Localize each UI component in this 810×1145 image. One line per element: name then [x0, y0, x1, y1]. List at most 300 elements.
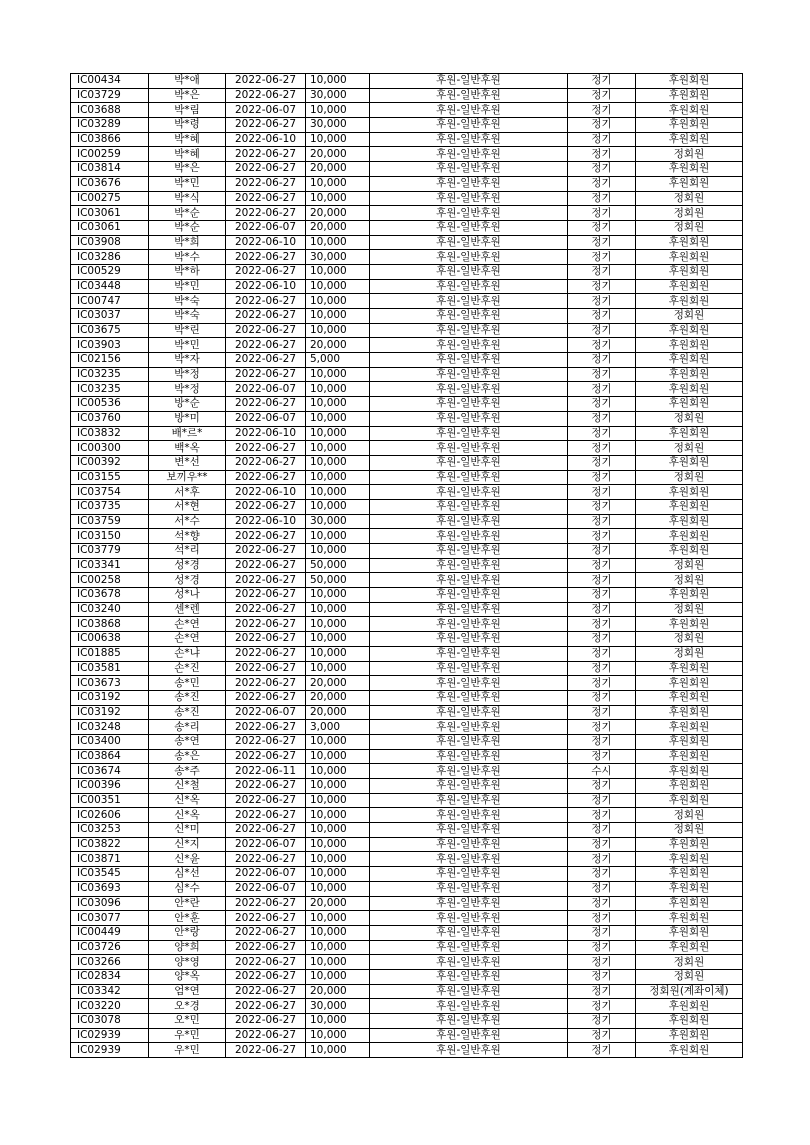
amount-cell: 10,000 — [306, 235, 370, 250]
member-id-cell: IC03155 — [71, 470, 149, 485]
member-id-cell: IC03286 — [71, 250, 149, 265]
type-cell: 정기 — [568, 661, 636, 676]
category-cell: 후원-일반후원 — [370, 367, 568, 382]
membership-cell: 후원회원 — [636, 279, 743, 294]
date-cell: 2022-06-27 — [226, 191, 306, 206]
amount-cell: 20,000 — [306, 220, 370, 235]
category-cell: 후원-일반후원 — [370, 602, 568, 617]
type-cell: 정기 — [568, 176, 636, 191]
member-name-cell: 성*경 — [149, 573, 226, 588]
category-cell: 후원-일반후원 — [370, 426, 568, 441]
category-cell: 후원-일반후원 — [370, 294, 568, 309]
table-row — [71, 925, 743, 940]
table-row — [71, 632, 743, 647]
table-row — [71, 734, 743, 749]
member-name-cell: 양*영 — [149, 955, 226, 970]
member-name-cell: 양*희 — [149, 940, 226, 955]
membership-cell: 후원회원 — [636, 617, 743, 632]
category-cell: 후원-일반후원 — [370, 485, 568, 500]
member-id-cell: IC03903 — [71, 338, 149, 353]
amount-cell: 30,000 — [306, 250, 370, 265]
category-cell: 후원-일반후원 — [370, 999, 568, 1014]
member-id-cell: IC03150 — [71, 529, 149, 544]
member-id-cell: IC03240 — [71, 602, 149, 617]
table-row — [71, 294, 743, 309]
member-id-cell: IC03688 — [71, 103, 149, 118]
amount-cell: 10,000 — [306, 1028, 370, 1043]
member-id-cell: IC03235 — [71, 382, 149, 397]
member-id-cell: IC03822 — [71, 837, 149, 852]
member-name-cell: 신*옥 — [149, 808, 226, 823]
table-row — [71, 984, 743, 999]
date-cell: 2022-06-27 — [226, 588, 306, 603]
amount-cell: 10,000 — [306, 382, 370, 397]
membership-cell: 후원회원 — [636, 294, 743, 309]
member-id-cell: IC03754 — [71, 485, 149, 500]
membership-cell: 정회원 — [636, 206, 743, 221]
member-name-cell: 박*수 — [149, 250, 226, 265]
membership-cell: 후원회원 — [636, 837, 743, 852]
type-cell: 정기 — [568, 690, 636, 705]
member-id-cell: IC03814 — [71, 162, 149, 177]
amount-cell: 10,000 — [306, 367, 370, 382]
amount-cell: 10,000 — [306, 411, 370, 426]
table-row — [71, 911, 743, 926]
category-cell: 후원-일반후원 — [370, 779, 568, 794]
table-row — [71, 999, 743, 1014]
table-row — [71, 103, 743, 118]
amount-cell: 30,000 — [306, 88, 370, 103]
amount-cell: 20,000 — [306, 705, 370, 720]
date-cell: 2022-06-27 — [226, 206, 306, 221]
membership-cell: 후원회원 — [636, 852, 743, 867]
amount-cell: 10,000 — [306, 74, 370, 89]
date-cell: 2022-06-27 — [226, 602, 306, 617]
member-name-cell: 신*미 — [149, 823, 226, 838]
table-row — [71, 896, 743, 911]
type-cell: 정기 — [568, 250, 636, 265]
membership-cell: 정회원 — [636, 411, 743, 426]
member-name-cell: 심*수 — [149, 881, 226, 896]
membership-cell: 정회원 — [636, 602, 743, 617]
member-id-cell: IC00536 — [71, 397, 149, 412]
category-cell: 후원-일반후원 — [370, 162, 568, 177]
date-cell: 2022-06-27 — [226, 397, 306, 412]
member-id-cell: IC03037 — [71, 309, 149, 324]
category-cell: 후원-일반후원 — [370, 132, 568, 147]
member-name-cell: 안*랑 — [149, 925, 226, 940]
date-cell: 2022-06-27 — [226, 661, 306, 676]
type-cell: 정기 — [568, 118, 636, 133]
type-cell: 정기 — [568, 206, 636, 221]
amount-cell: 10,000 — [306, 279, 370, 294]
member-id-cell: IC02606 — [71, 808, 149, 823]
table-row — [71, 74, 743, 89]
table-row — [71, 206, 743, 221]
membership-cell: 후원회원 — [636, 588, 743, 603]
member-name-cell: 박*숙 — [149, 294, 226, 309]
type-cell: 정기 — [568, 1028, 636, 1043]
date-cell: 2022-06-27 — [226, 367, 306, 382]
membership-cell: 후원회원 — [636, 353, 743, 368]
table-row — [71, 852, 743, 867]
membership-cell: 후원회원 — [636, 426, 743, 441]
member-name-cell: 서*후 — [149, 485, 226, 500]
type-cell: 정기 — [568, 852, 636, 867]
member-id-cell: IC03759 — [71, 514, 149, 529]
category-cell: 후원-일반후원 — [370, 514, 568, 529]
member-name-cell: 안*란 — [149, 896, 226, 911]
table-row — [71, 676, 743, 691]
category-cell: 후원-일반후원 — [370, 749, 568, 764]
type-cell: 정기 — [568, 808, 636, 823]
date-cell: 2022-06-27 — [226, 940, 306, 955]
member-name-cell: 송*주 — [149, 764, 226, 779]
member-id-cell: IC03061 — [71, 220, 149, 235]
member-name-cell: 박*순 — [149, 206, 226, 221]
member-name-cell: 신*철 — [149, 779, 226, 794]
category-cell: 후원-일반후원 — [370, 617, 568, 632]
date-cell: 2022-06-10 — [226, 132, 306, 147]
amount-cell: 3,000 — [306, 720, 370, 735]
type-cell: 정기 — [568, 646, 636, 661]
date-cell: 2022-06-27 — [226, 823, 306, 838]
type-cell: 정기 — [568, 867, 636, 882]
date-cell: 2022-06-27 — [226, 323, 306, 338]
category-cell: 후원-일반후원 — [370, 690, 568, 705]
member-id-cell: IC03760 — [71, 411, 149, 426]
member-id-cell: IC03220 — [71, 999, 149, 1014]
membership-cell: 후원회원 — [636, 338, 743, 353]
table-row — [71, 1014, 743, 1029]
date-cell: 2022-06-27 — [226, 470, 306, 485]
donation-table-container — [70, 73, 743, 1058]
date-cell: 2022-06-27 — [226, 808, 306, 823]
type-cell: 정기 — [568, 514, 636, 529]
category-cell: 후원-일반후원 — [370, 74, 568, 89]
category-cell: 후원-일반후원 — [370, 220, 568, 235]
type-cell: 정기 — [568, 734, 636, 749]
member-id-cell: IC03871 — [71, 852, 149, 867]
date-cell: 2022-06-27 — [226, 162, 306, 177]
membership-cell: 후원회원 — [636, 779, 743, 794]
category-cell: 후원-일반후원 — [370, 661, 568, 676]
category-cell: 후원-일반후원 — [370, 720, 568, 735]
category-cell: 후원-일반후원 — [370, 118, 568, 133]
membership-cell: 후원회원 — [636, 705, 743, 720]
membership-cell: 후원회원 — [636, 118, 743, 133]
category-cell: 후원-일반후원 — [370, 382, 568, 397]
table-row — [71, 617, 743, 632]
type-cell: 정기 — [568, 984, 636, 999]
member-name-cell: 박*림 — [149, 103, 226, 118]
date-cell: 2022-06-27 — [226, 338, 306, 353]
category-cell: 후원-일반후원 — [370, 397, 568, 412]
type-cell: 정기 — [568, 147, 636, 162]
type-cell: 정기 — [568, 925, 636, 940]
table-row — [71, 499, 743, 514]
member-name-cell: 박*린 — [149, 323, 226, 338]
table-body — [71, 74, 743, 1058]
date-cell: 2022-06-27 — [226, 118, 306, 133]
member-id-cell: IC00396 — [71, 779, 149, 794]
table-row — [71, 367, 743, 382]
amount-cell: 10,000 — [306, 191, 370, 206]
table-row — [71, 779, 743, 794]
type-cell: 정기 — [568, 588, 636, 603]
amount-cell: 10,000 — [306, 441, 370, 456]
table-row — [71, 176, 743, 191]
membership-cell: 후원회원 — [636, 867, 743, 882]
category-cell: 후원-일반후원 — [370, 411, 568, 426]
amount-cell: 10,000 — [306, 867, 370, 882]
membership-cell: 후원회원 — [636, 74, 743, 89]
member-name-cell: 박*은 — [149, 162, 226, 177]
table-row — [71, 411, 743, 426]
date-cell: 2022-06-27 — [226, 911, 306, 926]
membership-cell: 후원회원 — [636, 690, 743, 705]
date-cell: 2022-06-10 — [226, 279, 306, 294]
category-cell: 후원-일반후원 — [370, 1028, 568, 1043]
amount-cell: 10,000 — [306, 793, 370, 808]
member-name-cell: 손*연 — [149, 617, 226, 632]
category-cell: 후원-일반후원 — [370, 441, 568, 456]
member-name-cell: 박*민 — [149, 176, 226, 191]
type-cell: 정기 — [568, 911, 636, 926]
member-id-cell: IC03832 — [71, 426, 149, 441]
member-name-cell: 박*민 — [149, 338, 226, 353]
member-id-cell: IC02939 — [71, 1043, 149, 1058]
table-row — [71, 338, 743, 353]
amount-cell: 50,000 — [306, 573, 370, 588]
date-cell: 2022-06-27 — [226, 690, 306, 705]
type-cell: 정기 — [568, 720, 636, 735]
category-cell: 후원-일반후원 — [370, 896, 568, 911]
amount-cell: 10,000 — [306, 940, 370, 955]
category-cell: 후원-일반후원 — [370, 646, 568, 661]
category-cell: 후원-일반후원 — [370, 191, 568, 206]
category-cell: 후원-일반후원 — [370, 632, 568, 647]
member-name-cell: 방*미 — [149, 411, 226, 426]
membership-cell: 정회원 — [636, 969, 743, 984]
membership-cell: 후원회원 — [636, 793, 743, 808]
member-id-cell: IC03673 — [71, 676, 149, 691]
type-cell: 정기 — [568, 499, 636, 514]
membership-cell: 후원회원 — [636, 132, 743, 147]
category-cell: 후원-일반후원 — [370, 338, 568, 353]
member-id-cell: IC03289 — [71, 118, 149, 133]
member-name-cell: 손*냐 — [149, 646, 226, 661]
member-name-cell: 센*렌 — [149, 602, 226, 617]
membership-cell: 후원회원 — [636, 397, 743, 412]
table-row — [71, 881, 743, 896]
amount-cell: 10,000 — [306, 485, 370, 500]
type-cell: 정기 — [568, 294, 636, 309]
type-cell: 정기 — [568, 602, 636, 617]
table-row — [71, 837, 743, 852]
table-row — [71, 1043, 743, 1058]
table-row — [71, 705, 743, 720]
member-id-cell: IC03078 — [71, 1014, 149, 1029]
category-cell: 후원-일반후원 — [370, 309, 568, 324]
date-cell: 2022-06-27 — [226, 1028, 306, 1043]
amount-cell: 10,000 — [306, 309, 370, 324]
membership-cell: 정회원 — [636, 220, 743, 235]
member-name-cell: 박*희 — [149, 235, 226, 250]
membership-cell: 후원회원 — [636, 676, 743, 691]
date-cell: 2022-06-27 — [226, 676, 306, 691]
amount-cell: 30,000 — [306, 118, 370, 133]
category-cell: 후원-일반후원 — [370, 544, 568, 559]
membership-cell: 후원회원 — [636, 455, 743, 470]
date-cell: 2022-06-27 — [226, 353, 306, 368]
table-row — [71, 264, 743, 279]
date-cell: 2022-06-27 — [226, 264, 306, 279]
date-cell: 2022-06-07 — [226, 382, 306, 397]
date-cell: 2022-06-27 — [226, 999, 306, 1014]
member-id-cell: IC01885 — [71, 646, 149, 661]
membership-cell: 정회원 — [636, 573, 743, 588]
type-cell: 정기 — [568, 162, 636, 177]
date-cell: 2022-06-27 — [226, 779, 306, 794]
date-cell: 2022-06-07 — [226, 103, 306, 118]
date-cell: 2022-06-27 — [226, 455, 306, 470]
date-cell: 2022-06-27 — [226, 294, 306, 309]
type-cell: 정기 — [568, 74, 636, 89]
table-row — [71, 441, 743, 456]
type-cell: 정기 — [568, 220, 636, 235]
member-id-cell: IC03448 — [71, 279, 149, 294]
member-name-cell: 박*숙 — [149, 309, 226, 324]
membership-cell: 정회원 — [636, 646, 743, 661]
member-id-cell: IC00638 — [71, 632, 149, 647]
amount-cell: 10,000 — [306, 1043, 370, 1058]
membership-cell: 후원회원 — [636, 1043, 743, 1058]
category-cell: 후원-일반후원 — [370, 911, 568, 926]
type-cell: 정기 — [568, 749, 636, 764]
amount-cell: 10,000 — [306, 588, 370, 603]
member-name-cell: 송*진 — [149, 690, 226, 705]
date-cell: 2022-06-27 — [226, 529, 306, 544]
type-cell: 정기 — [568, 426, 636, 441]
membership-cell: 후원회원 — [636, 485, 743, 500]
category-cell: 후원-일반후원 — [370, 969, 568, 984]
member-id-cell: IC03581 — [71, 661, 149, 676]
member-name-cell: 신*지 — [149, 837, 226, 852]
type-cell: 정기 — [568, 544, 636, 559]
date-cell: 2022-06-07 — [226, 881, 306, 896]
type-cell: 정기 — [568, 793, 636, 808]
membership-cell: 후원회원 — [636, 720, 743, 735]
date-cell: 2022-06-07 — [226, 411, 306, 426]
category-cell: 후원-일반후원 — [370, 323, 568, 338]
table-row — [71, 455, 743, 470]
date-cell: 2022-06-27 — [226, 250, 306, 265]
category-cell: 후원-일반후원 — [370, 279, 568, 294]
membership-cell: 정회원 — [636, 309, 743, 324]
amount-cell: 10,000 — [306, 529, 370, 544]
table-row — [71, 544, 743, 559]
category-cell: 후원-일반후원 — [370, 573, 568, 588]
amount-cell: 10,000 — [306, 925, 370, 940]
member-id-cell: IC03342 — [71, 984, 149, 999]
member-name-cell: 서*수 — [149, 514, 226, 529]
member-id-cell: IC03908 — [71, 235, 149, 250]
member-id-cell: IC03866 — [71, 132, 149, 147]
amount-cell: 10,000 — [306, 852, 370, 867]
membership-cell: 후원회원 — [636, 88, 743, 103]
member-id-cell: IC02939 — [71, 1028, 149, 1043]
amount-cell: 10,000 — [306, 294, 370, 309]
table-row — [71, 529, 743, 544]
category-cell: 후원-일반후원 — [370, 176, 568, 191]
type-cell: 정기 — [568, 573, 636, 588]
category-cell: 후원-일반후원 — [370, 837, 568, 852]
type-cell: 정기 — [568, 397, 636, 412]
member-id-cell: IC03726 — [71, 940, 149, 955]
amount-cell: 10,000 — [306, 661, 370, 676]
membership-cell: 정회원 — [636, 823, 743, 838]
member-name-cell: 박*민 — [149, 279, 226, 294]
category-cell: 후원-일반후원 — [370, 353, 568, 368]
member-name-cell: 보끼우** — [149, 470, 226, 485]
membership-cell: 후원회원 — [636, 1028, 743, 1043]
member-id-cell: IC00449 — [71, 925, 149, 940]
date-cell: 2022-06-27 — [226, 309, 306, 324]
date-cell: 2022-06-10 — [226, 426, 306, 441]
type-cell: 정기 — [568, 235, 636, 250]
member-name-cell: 송*은 — [149, 749, 226, 764]
member-name-cell: 박*애 — [149, 74, 226, 89]
member-name-cell: 성*경 — [149, 558, 226, 573]
category-cell: 후원-일반후원 — [370, 88, 568, 103]
date-cell: 2022-06-27 — [226, 544, 306, 559]
table-row — [71, 646, 743, 661]
amount-cell: 10,000 — [306, 264, 370, 279]
amount-cell: 10,000 — [306, 470, 370, 485]
membership-cell: 정회원 — [636, 632, 743, 647]
membership-cell: 정회원 — [636, 808, 743, 823]
amount-cell: 20,000 — [306, 338, 370, 353]
table-row — [71, 485, 743, 500]
type-cell: 정기 — [568, 103, 636, 118]
member-id-cell: IC03674 — [71, 764, 149, 779]
category-cell: 후원-일반후원 — [370, 676, 568, 691]
table-row — [71, 118, 743, 133]
member-name-cell: 송*진 — [149, 705, 226, 720]
table-row — [71, 588, 743, 603]
type-cell: 정기 — [568, 558, 636, 573]
date-cell: 2022-06-07 — [226, 220, 306, 235]
membership-cell: 후원회원 — [636, 176, 743, 191]
category-cell: 후원-일반후원 — [370, 705, 568, 720]
member-id-cell: IC03341 — [71, 558, 149, 573]
type-cell: 정기 — [568, 632, 636, 647]
category-cell: 후원-일반후원 — [370, 852, 568, 867]
category-cell: 후원-일반후원 — [370, 588, 568, 603]
category-cell: 후원-일반후원 — [370, 823, 568, 838]
table-row — [71, 690, 743, 705]
amount-cell: 20,000 — [306, 162, 370, 177]
membership-cell: 후원회원 — [636, 896, 743, 911]
table-row — [71, 220, 743, 235]
date-cell: 2022-06-27 — [226, 499, 306, 514]
amount-cell: 10,000 — [306, 323, 370, 338]
category-cell: 후원-일반후원 — [370, 808, 568, 823]
date-cell: 2022-06-10 — [226, 485, 306, 500]
amount-cell: 10,000 — [306, 881, 370, 896]
date-cell: 2022-06-27 — [226, 955, 306, 970]
